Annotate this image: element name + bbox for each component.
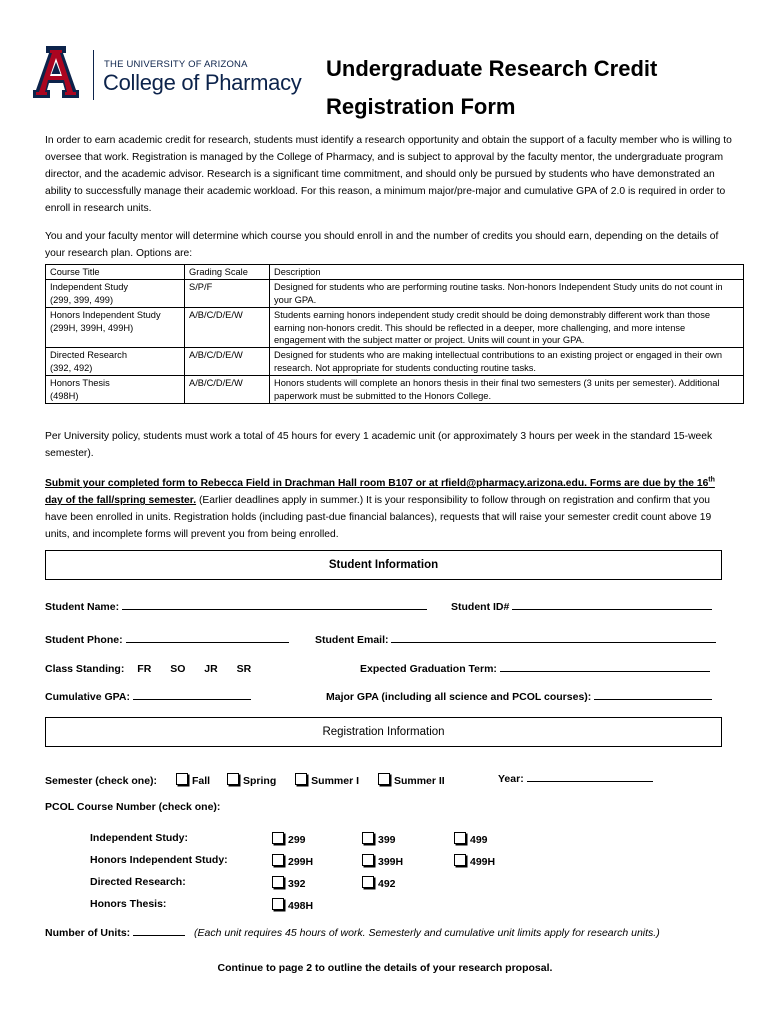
course-option-499h[interactable] bbox=[454, 854, 495, 868]
college-name: College of Pharmacy bbox=[103, 70, 302, 95]
grading-scale-cell: A/B/C/D/E/W bbox=[185, 348, 270, 376]
checkbox-icon[interactable] bbox=[176, 773, 188, 785]
student-id-row bbox=[451, 601, 712, 613]
university-a-logo-icon bbox=[32, 44, 80, 100]
description-cell: Designed for students who are performing routine tasks. Non-honors Independent Study units do not count in your GPA. bbox=[270, 280, 744, 308]
major-gpa-label: Major GPA (including all science and PCOL courses): bbox=[326, 691, 592, 703]
grading-scale-cell: A/B/C/D/E/W bbox=[185, 376, 270, 404]
student-email-label: Student Email: bbox=[315, 634, 389, 646]
course-row-label: Honors Independent Study: bbox=[90, 854, 228, 866]
logo-divider bbox=[93, 50, 94, 100]
checkbox-icon[interactable] bbox=[272, 854, 284, 866]
cumulative-gpa-label: Cumulative GPA: bbox=[45, 691, 130, 703]
student-name-label: Student Name: bbox=[45, 601, 120, 613]
course-row-label: Honors Thesis: bbox=[90, 898, 167, 910]
student-phone-field[interactable] bbox=[126, 634, 289, 643]
course-title-cell: Honors Independent Study (299H, 399H, 499H) bbox=[50, 310, 161, 333]
course-option-label: 399 bbox=[378, 834, 396, 846]
units-field[interactable] bbox=[133, 927, 185, 936]
standing-option-fr[interactable]: FR bbox=[137, 663, 152, 675]
checkbox-icon[interactable] bbox=[454, 832, 466, 844]
year-field[interactable] bbox=[527, 773, 653, 782]
course-title-cell: Directed Research (392, 492) bbox=[50, 350, 127, 373]
semester-option-spring[interactable] bbox=[227, 775, 276, 787]
semester-option-fall[interactable] bbox=[176, 775, 210, 787]
checkbox-icon[interactable] bbox=[362, 876, 374, 888]
course-option-label: 299H bbox=[288, 856, 314, 868]
table-row bbox=[46, 280, 744, 308]
policy-paragraph: Per University policy, students must work a total of 45 hours for every 1 academic unit (or approximately 3 hours per week in the standard 15-week semester). bbox=[45, 431, 713, 459]
checkbox-icon[interactable] bbox=[272, 898, 284, 910]
student-email-row bbox=[315, 634, 716, 646]
student-info-header: Student Information bbox=[45, 550, 722, 580]
student-email-field[interactable] bbox=[391, 634, 716, 643]
year-label: Year: bbox=[498, 773, 524, 785]
course-option-label: 492 bbox=[378, 878, 396, 890]
standing-option-jr[interactable]: JR bbox=[204, 663, 218, 675]
submit-paragraph bbox=[45, 472, 735, 543]
course-number-label: PCOL Course Number (check one): bbox=[45, 801, 221, 813]
course-row-label: Independent Study: bbox=[90, 832, 188, 844]
checkbox-icon[interactable] bbox=[378, 773, 390, 785]
column-header: Grading Scale bbox=[185, 265, 270, 280]
grading-scale-cell: A/B/C/D/E/W bbox=[185, 308, 270, 348]
table-row bbox=[46, 376, 744, 404]
description-cell: Designed for students who are making intellectual contributions to an existing project or engaged in their own research. Not appropriate for students conducting routine tasks. bbox=[270, 348, 744, 376]
course-option-label: 499H bbox=[470, 856, 496, 868]
course-option-299[interactable] bbox=[272, 832, 306, 846]
table-row bbox=[46, 348, 744, 376]
semester-row bbox=[45, 773, 445, 787]
student-name-row bbox=[45, 601, 427, 613]
semester-option-summer-1[interactable] bbox=[295, 775, 359, 787]
course-option-498h[interactable] bbox=[272, 898, 313, 912]
student-phone-row bbox=[45, 634, 289, 646]
major-gpa-row bbox=[326, 691, 712, 703]
column-header: Description bbox=[270, 265, 744, 280]
semester-label: Semester (check one): bbox=[45, 775, 158, 787]
checkbox-icon[interactable] bbox=[454, 854, 466, 866]
checkbox-icon[interactable] bbox=[362, 832, 374, 844]
major-gpa-field[interactable] bbox=[594, 691, 712, 700]
course-option-392[interactable] bbox=[272, 876, 306, 890]
continue-note: Continue to page 2 to outline the details of your research proposal. bbox=[217, 962, 553, 974]
course-option-label: 499 bbox=[470, 834, 488, 846]
student-name-field[interactable] bbox=[122, 601, 427, 610]
student-id-label: Student ID# bbox=[451, 601, 510, 613]
units-row bbox=[45, 927, 660, 939]
options-paragraph: You and your faculty mentor will determine which course you should enroll in and the number of credits you should earn, depending on the details of your research plan. Options are: bbox=[45, 231, 719, 259]
units-label: Number of Units: bbox=[45, 927, 131, 939]
table-row bbox=[46, 308, 744, 348]
registration-info-header: Registration Information bbox=[45, 717, 722, 747]
course-option-499[interactable] bbox=[454, 832, 488, 846]
course-option-label: 498H bbox=[288, 900, 314, 912]
checkbox-icon[interactable] bbox=[272, 876, 284, 888]
class-standing-label: Class Standing: bbox=[45, 663, 125, 675]
course-option-label: 399H bbox=[378, 856, 404, 868]
checkbox-icon[interactable] bbox=[227, 773, 239, 785]
intro-paragraph: In order to earn academic credit for research, students must identify a research opportunity and obtain the support of a faculty member who is willing to oversee that work. Registration is managed by the College of Pharmacy, and is subject to approval by the faculty mentor, the undergraduate program director, and the academic advisor. Research is a significant time commitment, and should only be pursued by students who have demonstrated an ability to successfully manage their academic workload. For this reason, a minimum major/pre-major and cumulative GPA of 2.0 is required in order to enroll in research units. bbox=[45, 135, 732, 214]
checkbox-icon[interactable] bbox=[295, 773, 307, 785]
course-option-label: 392 bbox=[288, 878, 306, 890]
graduation-term-label: Expected Graduation Term: bbox=[360, 663, 497, 675]
course-title-cell: Honors Thesis (498H) bbox=[50, 378, 110, 401]
course-title-cell: Independent Study (299, 399, 499) bbox=[50, 282, 129, 305]
semester-option-label: Spring bbox=[242, 775, 277, 787]
student-phone-label: Student Phone: bbox=[45, 634, 123, 646]
title-line-1: Undergraduate Research Credit bbox=[326, 56, 658, 81]
column-header: Course Title bbox=[46, 265, 185, 280]
units-note: (Each unit requires 45 hours of work. Semesterly and cumulative unit limits apply for research units.) bbox=[194, 927, 660, 939]
student-id-field[interactable] bbox=[512, 601, 712, 610]
table-header-row bbox=[46, 265, 744, 280]
graduation-term-row bbox=[360, 663, 710, 675]
course-option-399h[interactable] bbox=[362, 854, 403, 868]
submit-text-a: Submit your completed form to Rebecca Field in Drachman Hall room B107 or at rfield@pharmacy.arizona.edu. Forms are due by the 16 bbox=[45, 478, 709, 490]
document-title bbox=[326, 50, 657, 126]
checkbox-icon[interactable] bbox=[362, 854, 374, 866]
standing-option-so[interactable]: SO bbox=[170, 663, 186, 675]
semester-option-label: Summer II bbox=[393, 775, 445, 787]
course-options-table bbox=[45, 264, 744, 404]
course-option-492[interactable] bbox=[362, 876, 396, 890]
title-line-2: Registration Form bbox=[326, 94, 516, 119]
cumulative-gpa-row bbox=[45, 691, 251, 703]
year-row bbox=[498, 773, 653, 785]
semester-option-label: Summer I bbox=[311, 775, 360, 787]
submit-details: (Earlier deadlines apply in summer.) It is your responsibility to follow through on registration and confirm that you have been enrolled in units. Registration holds (including past-due financial balances), requests that will raise your semester credit count above 19 units, and incomplete forms will prevent you from being enrolled. bbox=[45, 495, 712, 541]
course-row-label: Directed Research: bbox=[90, 876, 186, 888]
description-cell: Honors students will complete an honors thesis in their final two semesters (3 units per semester). Additional paperwork must be submitted to the Honors College. bbox=[270, 376, 744, 404]
semester-option-label: Fall bbox=[191, 775, 211, 787]
standing-option-sr[interactable]: SR bbox=[236, 663, 252, 675]
university-name: THE UNIVERSITY OF ARIZONA bbox=[104, 59, 248, 70]
course-option-399[interactable] bbox=[362, 832, 396, 846]
ordinal-suffix: th bbox=[708, 477, 715, 484]
semester-option-summer-2[interactable] bbox=[378, 775, 445, 787]
graduation-term-field[interactable] bbox=[500, 663, 710, 672]
description-cell: Students earning honors independent study credit should be doing demonstrably different work than those earning non-honors credit. This should be reflected in a deeper, more challenging, and more intense engagement with the subject matter or project. Units will count in your GPA. bbox=[270, 308, 744, 348]
grading-scale-cell: S/P/F bbox=[185, 280, 270, 308]
class-standing-row bbox=[45, 663, 251, 675]
cumulative-gpa-field[interactable] bbox=[133, 691, 251, 700]
checkbox-icon[interactable] bbox=[272, 832, 284, 844]
course-option-299h[interactable] bbox=[272, 854, 313, 868]
course-option-label: 299 bbox=[288, 834, 306, 846]
submit-text-b: day of the fall/spring semester. bbox=[45, 495, 197, 507]
